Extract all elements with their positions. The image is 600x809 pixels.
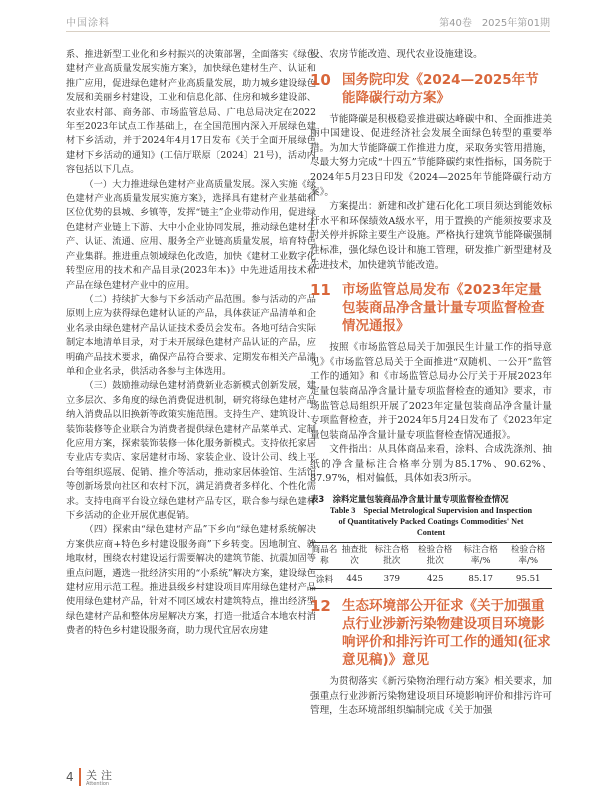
table-caption-en xyxy=(310,505,552,538)
paragraph: 为贯彻落实《新污染物治理行动方案》相关要求，加强重点行业涉新污染物建设项目环境影响评价和排污许可管理，生态环境部组织编制完成《关于加强 xyxy=(310,676,552,717)
column-header: 检验合格率/% xyxy=(504,543,552,570)
paragraph: 方案提出：新建和改扩建石化化工项目须达到能效标杆水平和环保绩效A级水平，用于置换的产能须按要求及时关停并拆除主要生产设施。严格执行建筑节能降碳强制性标准，强化绿色设计和施工管理，研发推广新型建材及先进技术，加快建筑节能改造。 xyxy=(310,201,552,271)
section-title: 国务院印发《2024—2025年节能降碳行动方案》 xyxy=(342,71,539,106)
section-heading-10 xyxy=(310,71,552,107)
table-cell: 95.51 xyxy=(504,570,552,589)
paragraph: （二）持续扩大参与下乡活动产品范围。参与活动的产品原则上应为获得绿色建材认证的产品，具体获证产品清单和企业名录由绿色建材产品认证技术委员会发布。各地可结合实际制定本地清单目录，对于未开展绿色建材产品认证的产品，应明确产品技术要求，确保产品符合要求、定期发布相关产品清单和企业名录，供活动各参与主体选用。 xyxy=(66,293,316,377)
section-heading-11 xyxy=(310,281,552,335)
paragraph: 按照《市场监管总局关于加强民生计量工作的指导意见》《市场监管总局关于全面推进“双随机、一公开”监管工作的通知》和《市场监管总局办公厅关于开展2023年定量包装商品净含量计量专项监督检查的通知》要求，市场监管总局组织开展了2023年定量包装商品净含量计量专项监督检查，并于2024年5月24日发布了《2023年定量包装商品净含量计量专项监督检查情况通报》。 xyxy=(310,342,552,441)
caption-line: Content xyxy=(416,528,446,538)
column-header: 检验合格批次 xyxy=(414,543,457,570)
caption-line: Table 3 Special Metrological Supervision and Inspection xyxy=(329,506,533,516)
page-header xyxy=(0,0,600,36)
section-title: 生态环境部公开征求《关于加强重点行业涉新污染物建设项目环境影响评价和排污许可工作的通知(征求意见稿)》意见 xyxy=(342,598,551,669)
section-number: 12 xyxy=(310,597,331,616)
column-header: 标注合格率/% xyxy=(457,543,505,570)
paragraph: （三）鼓励推动绿色建材消费新业态新模式创新发展，建立多层次、多角度的绿色消费促进机制，研究将绿色建材产品纳入消费品以旧换新等政策实施范围。支持生产、建筑设计、装饰装修等企业联合为消费者提供绿色建材产品菜单式、定制化应用方案，探索装饰装修一体化服务新模式。支持依托家居专业店专卖店、家居建材市场、家装企业、设计公司、线上平台等组织巡展、促销、推介等活动，推动家居体验馆、生活馆等创新场景向社区和农村下沉，满足消费者多样化、个性化需求。支持电商平台设立绿色建材产品专区，联合参与绿色建材下乡活动的企业开展优惠促销。 xyxy=(66,380,316,521)
table-header-row xyxy=(310,543,552,570)
footer-section-cn: 关注 xyxy=(86,769,116,782)
footer-section-en: Attention xyxy=(86,781,110,787)
table-3 xyxy=(310,493,552,589)
table-cell: 379 xyxy=(370,570,413,589)
column-header: 抽查批次 xyxy=(339,543,370,570)
data-table xyxy=(310,542,552,589)
footer-accent-bar xyxy=(79,768,81,786)
caption-line: of Quantitatively Packed Coatings Commodities' Net xyxy=(338,517,524,527)
column-header: 标注合格批次 xyxy=(370,543,413,570)
right-column xyxy=(310,48,552,719)
paragraph: 文件指出：从具体商品来看，涂料、合成洗涤剂、抽纸的净含量标注合格率分别为85.17%、90.62%、87.97%，相对偏低，具体如表3所示。 xyxy=(310,444,552,485)
paragraph: （四）探索由“绿色建材产品”下乡向“绿色建材系统解决方案供应商+特色乡村建设服务商”下乡转变。因地制宜、就地取材，围绕农村建设运行需要解决的建筑节能、抗震加固等重点问题，遴选一批经济实用的“小系统”解决方案，建设绿色建材应用示范工程。推进县级乡村建设项目库用绿色建材产品使用绿色建材产品，针对不同区域农村建筑特点，推出经济型绿色建材产品和整体房屋解决方案，打造一批适合本地农村消费者的特色乡村建设服务商，助力现代宜居农房建 xyxy=(66,524,316,637)
paragraph: 设、农房节能改造、现代农业设施建设。 xyxy=(310,49,483,60)
issue-info: 第40卷 2025年第01期 xyxy=(439,18,550,29)
paragraph: 系、推进新型工业化和乡村振兴的决策部署，全面落实《绿色建材产业高质量发展实施方案》，加快绿色建材生产、认证和推广应用，促进绿色建材产业高质量发展，助力城乡建设绿色发展和美丽乡村建设，工业和信息化部、住房和城乡建设部、农业农村部、商务部、市场监管总局、广电总局决定在2022年至2023年试点工作基础上，在全国范围内深入开展绿色建材下乡活动，并于2024年4月17日发布《关于全面开展绿色建材下乡活动的通知》(工信厅联原〔2024〕21号)，活动内容包括以下几点。 xyxy=(66,49,316,176)
paragraph: 节能降碳是积极稳妥推进碳达峰碳中和、全面推进美丽中国建设、促进经济社会发展全面绿色转型的重要举措。为加大节能降碳工作推进力度，采取务实管用措施，尽最大努力完成“十四五”节能降碳约束性指标，国务院于2024年5月23日印发《2024—2025年节能降碳行动方案》。 xyxy=(310,113,552,198)
table-cell: 涂料 xyxy=(310,570,339,589)
column-header: 商品名称 xyxy=(310,543,339,570)
page-number: 4 xyxy=(66,770,74,784)
table-cell: 85.17 xyxy=(457,570,505,589)
table-row xyxy=(310,570,552,589)
journal-name: 中国涂料 xyxy=(66,18,110,29)
table-cell: 425 xyxy=(414,570,457,589)
table-cell: 445 xyxy=(339,570,370,589)
section-number: 10 xyxy=(310,70,331,89)
left-column xyxy=(66,48,316,639)
paragraph: （一）大力推进绿色建材产业高质量发展。深入实施《绿色建材产业高质量发展实施方案》，选择具有建材产业基础和区位优势的县城、乡镇等，发挥“链主”企业带动作用，促进绿色建材产业链上下游、大中小企业协同发展，推动绿色建材生产、认证、流通、应用、服务全产业链高质量发展，培育特色产业集群。推进重点领域绿色化改造，加快《建材工业数字化转型应用的技术和产品目录(2023年本)》中先进适用技术和产品在绿色建材产业中的应用。 xyxy=(66,178,316,291)
section-heading-12 xyxy=(310,597,552,669)
table-caption-cn: 表3 涂料定量包装商品净含量计量专项监督检查情况 xyxy=(310,494,509,505)
section-title: 市场监管总局发布《2023年定量包装商品净含量计量专项监督检查情况通报》 xyxy=(342,282,545,335)
page-footer xyxy=(66,762,550,790)
section-number: 11 xyxy=(310,281,331,300)
header-rule xyxy=(66,31,550,32)
